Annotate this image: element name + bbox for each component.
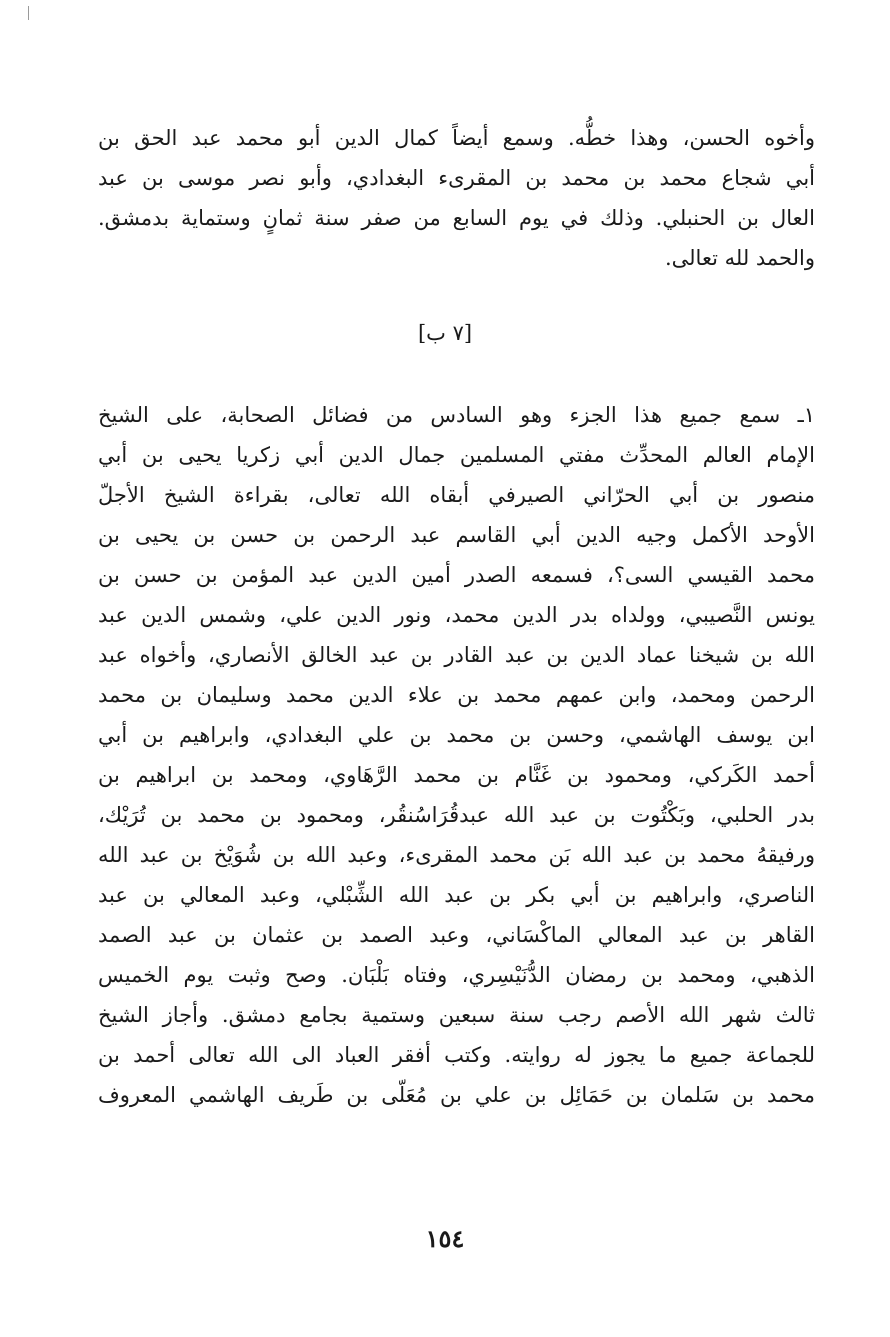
text-line: محمد بن سَلمان بن حَمَائِل بن علي بن مُعَلّى بن طَريف الهاشمي المعروف	[98, 1083, 815, 1107]
text-line: ابن يوسف الهاشمي، وحسن بن محمد بن علي البغدادي، وابراهيم بن أبي	[98, 723, 815, 747]
text-line: يونس النَّصيبي، وولداه بدر الدين محمد، ونور الدين علي، وشمس الدين عبد	[98, 603, 815, 627]
text-line: القاهر بن عبد المعالي الماكْسَاني، وعبد الصمد بن عثمان بن عبد الصمد	[98, 923, 815, 947]
main-paragraph	[98, 395, 815, 1115]
text-line: للجماعة جميع ما يجوز له روايته. وكتب أفقر العباد الى الله تعالى أحمد بن	[98, 1043, 815, 1067]
text-line: العال بن الحنبلي. وذلك في يوم السابع من صفر سنة ثمانٍ وستماية بدمشق.	[98, 206, 815, 230]
text-line: الله بن شيخنا عماد الدين بن عبد القادر بن عبد الخالق الأنصاري، وأخواه عبد	[98, 643, 815, 667]
text-line: الناصري، وابراهيم بن أبي بكر بن عبد الله الشِّبْلي، وعبد المعالي بن عبد	[98, 883, 815, 907]
text-line: منصور بن أبي الحرّاني الصيرفي أبقاه الله تعالى، بقراءة الشيخ الأجلّ	[98, 483, 815, 507]
top-paragraph	[98, 118, 815, 278]
text-line: ورفيقهُ محمد بن عبد الله بَن محمد المقرىء، وعبد الله بن شُوَيْخ بن عبد الله	[98, 843, 815, 867]
text-line: أحمد الكَركي، ومحمود بن غَنَّام بن محمد الرَّهَاوي، ومحمد بن ابراهيم بن	[98, 763, 815, 787]
scan-edge-mark	[28, 6, 29, 20]
text-line: الإمام العالم المحدِّث مفتي المسلمين جمال الدين أبي زكريا يحيى بن أبي	[98, 443, 815, 467]
page-number: ١٥٤	[425, 1224, 465, 1253]
text-line: أبي شجاع محمد بن محمد بن المقرىء البغدادي، وأبو نصر موسى بن عبد	[98, 166, 815, 190]
text-line: محمد القيسي السى؟، فسمعه الصدر أمين الدين عبد المؤمن بن حسن بن	[98, 563, 815, 587]
text-line: بدر الحلبي، وبَكْتُوت بن عبد الله عبدقُرَاسُنقُر، ومحمود بن محمد بن تُرَيْك،	[98, 803, 815, 827]
folio-marker: [٧ ب]	[417, 321, 473, 345]
text-line: الذهبي، ومحمد بن رمضان الدُّنَيْسِري، وفتاه بَلْبَان. وصح وثبت يوم الخميس	[98, 963, 815, 987]
text-line: ١ـ سمع جميع هذا الجزء وهو السادس من فضائل الصحابة، على الشيخ	[98, 403, 815, 427]
text-line: ثالث شهر الله الأصم رجب سنة سبعين وستمية بجامع دمشق. وأجاز الشيخ	[98, 1003, 815, 1027]
text-line: الرحمن ومحمد، وابن عمهم محمد بن علاء الدين محمد وسليمان بن محمد	[98, 683, 815, 707]
text-line: وأخوه الحسن، وهذا خطُّه. وسمع أيضاً كمال الدين أبو محمد عبد الحق بن	[98, 126, 815, 150]
text-line: والحمد لله تعالى.	[664, 246, 815, 270]
text-line: الأوحد الأكمل وجيه الدين أبي القاسم عبد الرحمن بن حسن بن يحيى بن	[98, 523, 815, 547]
